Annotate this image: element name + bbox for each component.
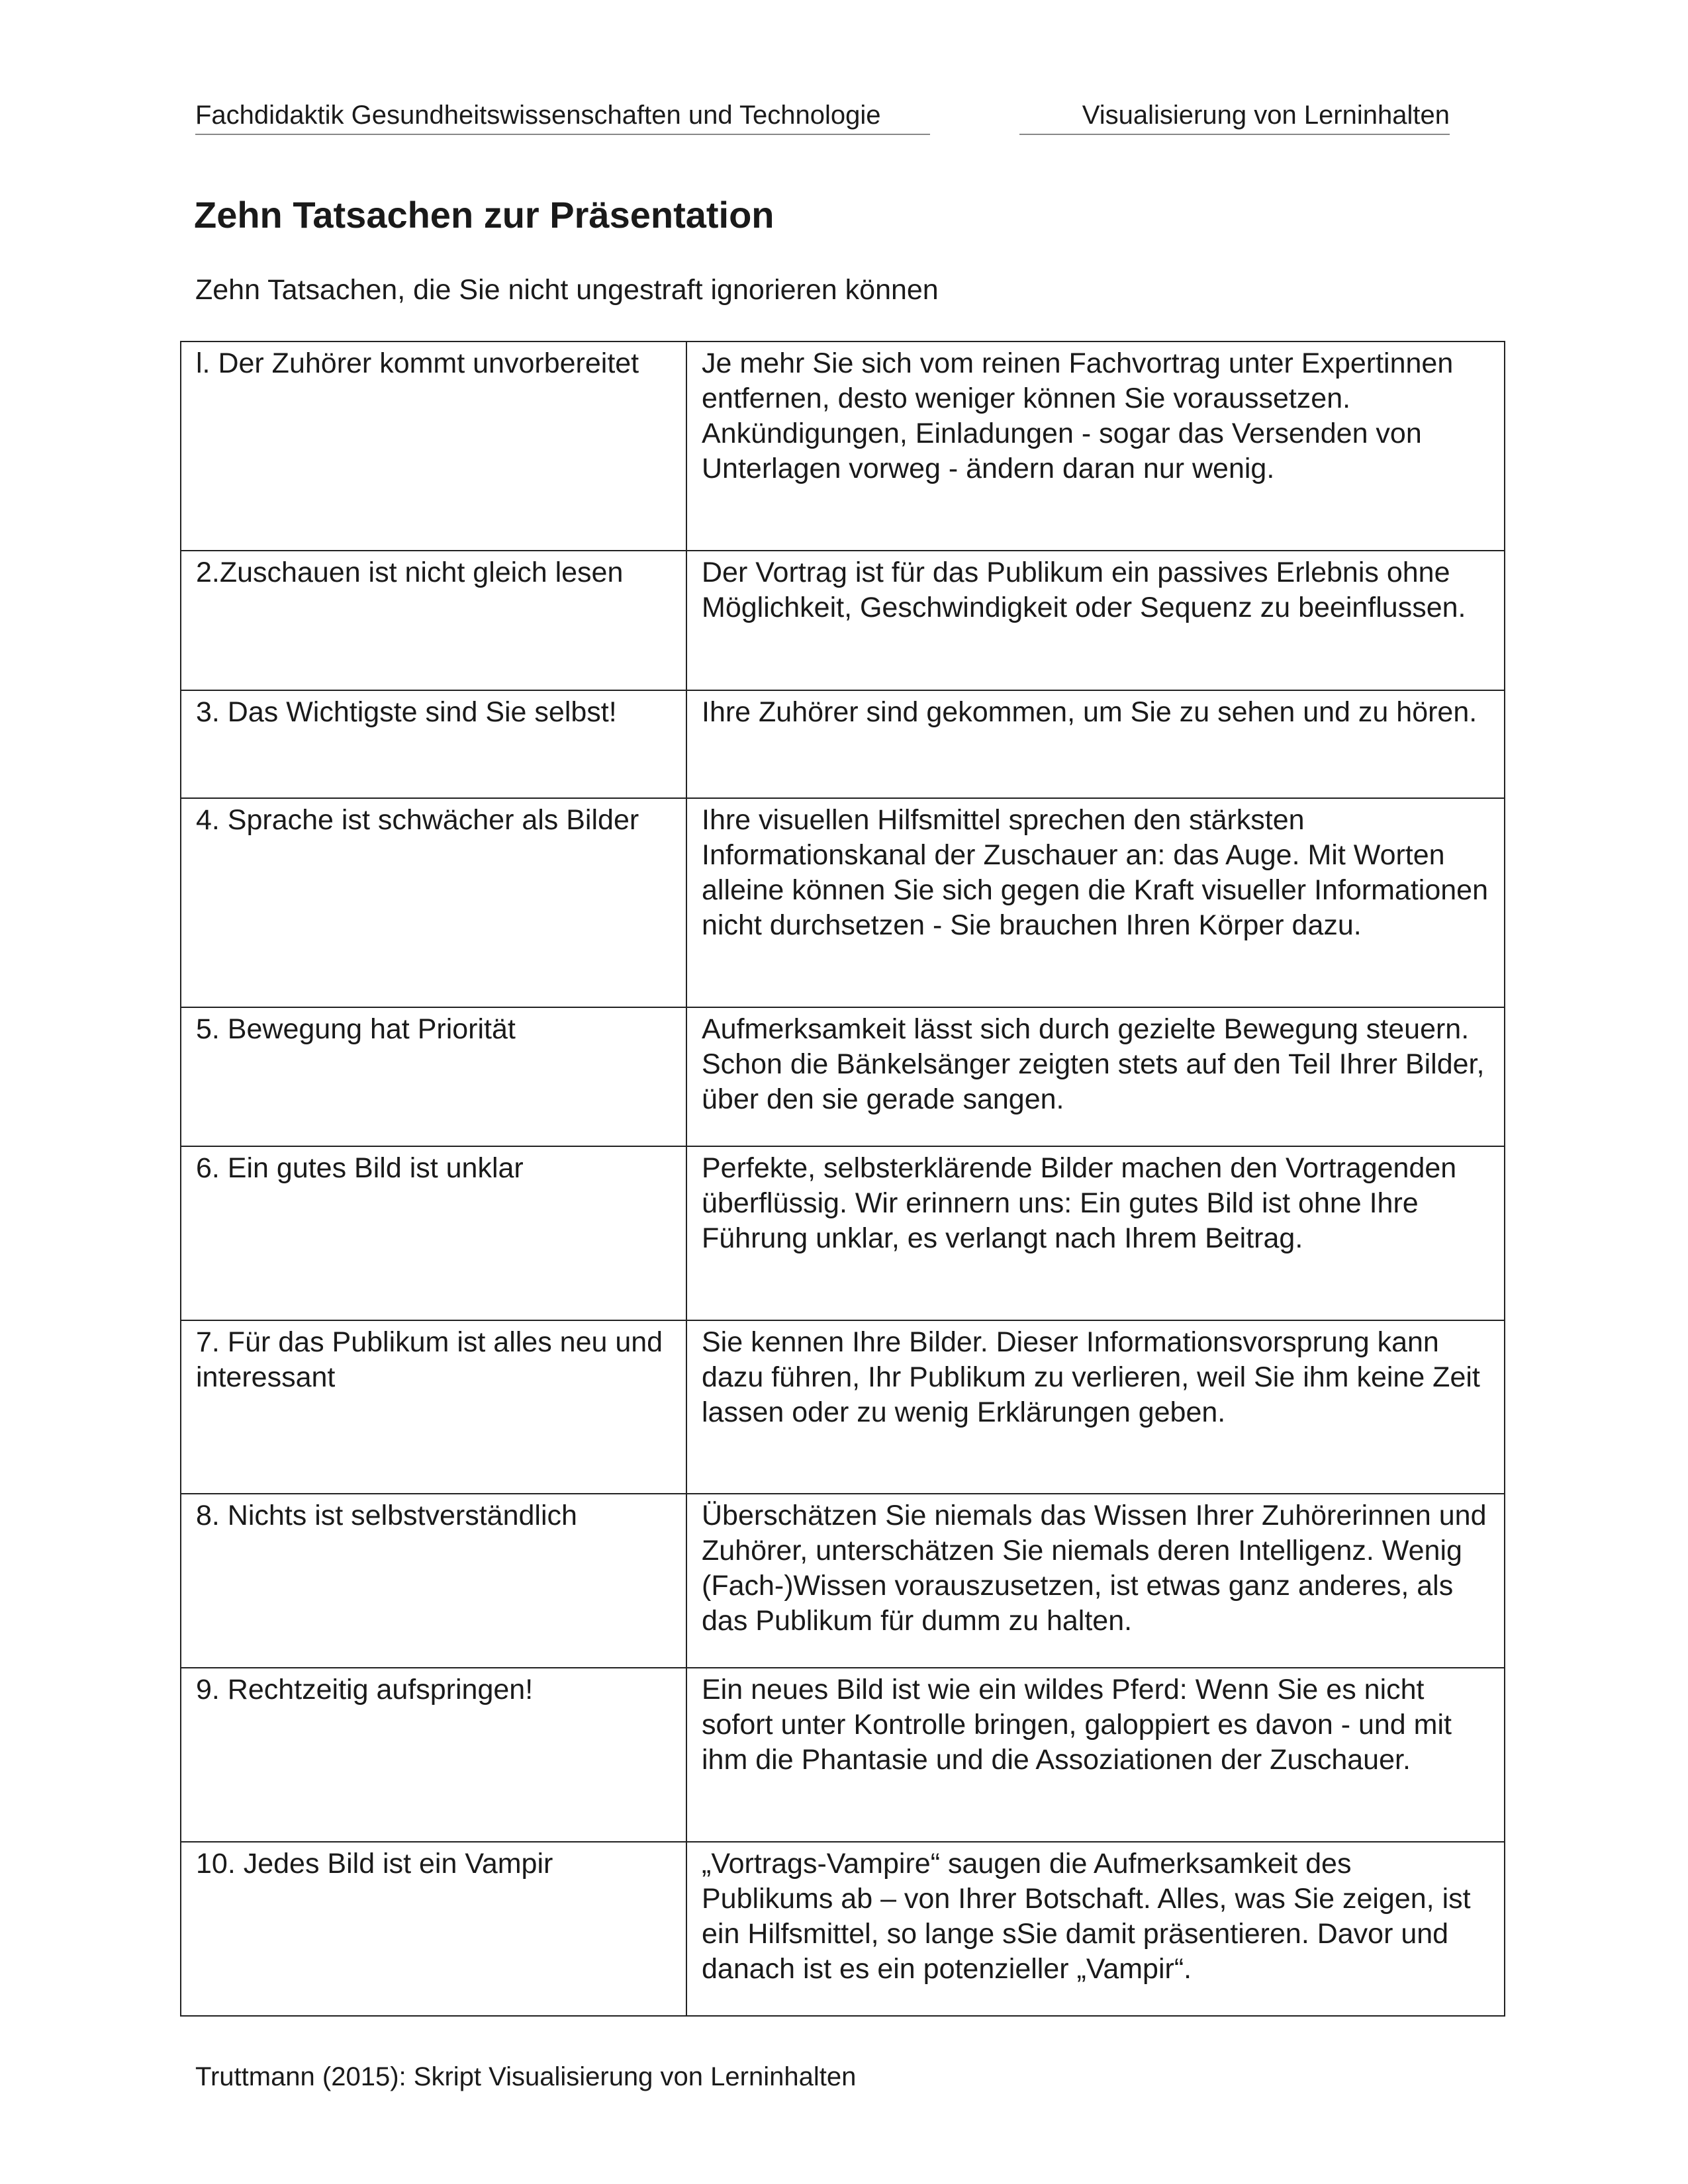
header-course-title: Fachdidaktik Gesundheitswissenschaften und Technologie bbox=[195, 98, 930, 135]
table-row bbox=[181, 1007, 1505, 1146]
explanation-cell: Ihre visuellen Hilfsmittel sprechen den stärksten Informationskanal der Zuschauer an: das Auge. Mit Worten alleine können Sie sich gegen die Kraft visueller Informationen nicht durchsetzen - Sie brauchen Ihren Körper dazu. bbox=[686, 798, 1505, 1007]
explanation-cell: Ihre Zuhörer sind gekommen, um Sie zu sehen und zu hören. bbox=[686, 690, 1505, 798]
explanation-cell: Überschätzen Sie niemals das Wissen Ihrer Zuhörerinnen und Zuhörer, unterschätzen Sie niemals deren Intelligenz. Wenig (Fach-)Wissen vorauszusetzen, ist etwas ganz anderes, als das Publikum für dumm zu halten. bbox=[686, 1494, 1505, 1668]
fact-cell: 8. Nichts ist selbstverständlich bbox=[181, 1494, 686, 1668]
fact-cell: 9. Rechtzeitig aufspringen! bbox=[181, 1668, 686, 1842]
table-row bbox=[181, 1320, 1505, 1494]
footer-citation: Truttmann (2015): Skript Visualisierung von Lerninhalten bbox=[195, 2062, 857, 2091]
fact-cell: 4. Sprache ist schwächer als Bilder bbox=[181, 798, 686, 1007]
table-row bbox=[181, 551, 1505, 690]
page-title: Zehn Tatsachen zur Präsentation bbox=[194, 194, 774, 236]
table-row bbox=[181, 690, 1505, 798]
explanation-cell: Sie kennen Ihre Bilder. Dieser Informationsvorsprung kann dazu führen, Ihr Publikum zu verlieren, weil Sie ihm keine Zeit lassen oder zu wenig Erklärungen geben. bbox=[686, 1320, 1505, 1494]
explanation-cell: Ein neues Bild ist wie ein wildes Pferd: Wenn Sie es nicht sofort unter Kontrolle bringen, galoppiert es davon - und mit ihm die Phantasie und die Assoziationen der Zuschauer. bbox=[686, 1668, 1505, 1842]
fact-cell: l. Der Zuhörer kommt unvorbereitet bbox=[181, 341, 686, 551]
explanation-cell: „Vortrags-Vampire“ saugen die Aufmerksamkeit des Publikums ab – von Ihrer Botschaft. Alles, was Sie zeigen, ist ein Hilfsmittel, so lange sSie damit präsentieren. Davor und danach ist es ein potenzieller „Vampir“. bbox=[686, 1842, 1505, 2016]
table-row bbox=[181, 1668, 1505, 1842]
table-row bbox=[181, 1146, 1505, 1320]
explanation-cell: Aufmerksamkeit lässt sich durch gezielte Bewegung steuern. Schon die Bänkelsänger zeigten stets auf den Teil Ihrer Bilder, über den sie gerade sangen. bbox=[686, 1007, 1505, 1146]
fact-cell: 7. Für das Publikum ist alles neu und interessant bbox=[181, 1320, 686, 1494]
explanation-cell: Je mehr Sie sich vom reinen Fachvortrag unter Expertinnen entfernen, desto weniger können Sie voraussetzen. Ankündigungen, Einladungen - sogar das Versenden von Unterlagen vorweg - ändern daran nur wenig. bbox=[686, 341, 1505, 551]
table-row bbox=[181, 1494, 1505, 1668]
explanation-cell: Perfekte, selbsterklärende Bilder machen den Vortragenden überflüssig. Wir erinnern uns: Ein gutes Bild ist ohne Ihre Führung unklar, es verlangt nach Ihrem Beitrag. bbox=[686, 1146, 1505, 1320]
table-row bbox=[181, 798, 1505, 1007]
fact-cell: 3. Das Wichtigste sind Sie selbst! bbox=[181, 690, 686, 798]
table-row bbox=[181, 1842, 1505, 2016]
fact-cell: 10. Jedes Bild ist ein Vampir bbox=[181, 1842, 686, 2016]
fact-cell: 2.Zuschauen ist nicht gleich lesen bbox=[181, 551, 686, 690]
explanation-cell: Der Vortrag ist für das Publikum ein passives Erlebnis ohne Möglichkeit, Geschwindigkeit oder Sequenz zu beeinflussen. bbox=[686, 551, 1505, 690]
facts-table bbox=[180, 341, 1505, 2017]
table-row bbox=[181, 341, 1505, 551]
header-topic: Visualisierung von Lerninhalten bbox=[1019, 98, 1450, 135]
fact-cell: 6. Ein gutes Bild ist unklar bbox=[181, 1146, 686, 1320]
fact-cell: 5. Bewegung hat Priorität bbox=[181, 1007, 686, 1146]
page-subtitle: Zehn Tatsachen, die Sie nicht ungestraft ignorieren können bbox=[195, 274, 939, 306]
